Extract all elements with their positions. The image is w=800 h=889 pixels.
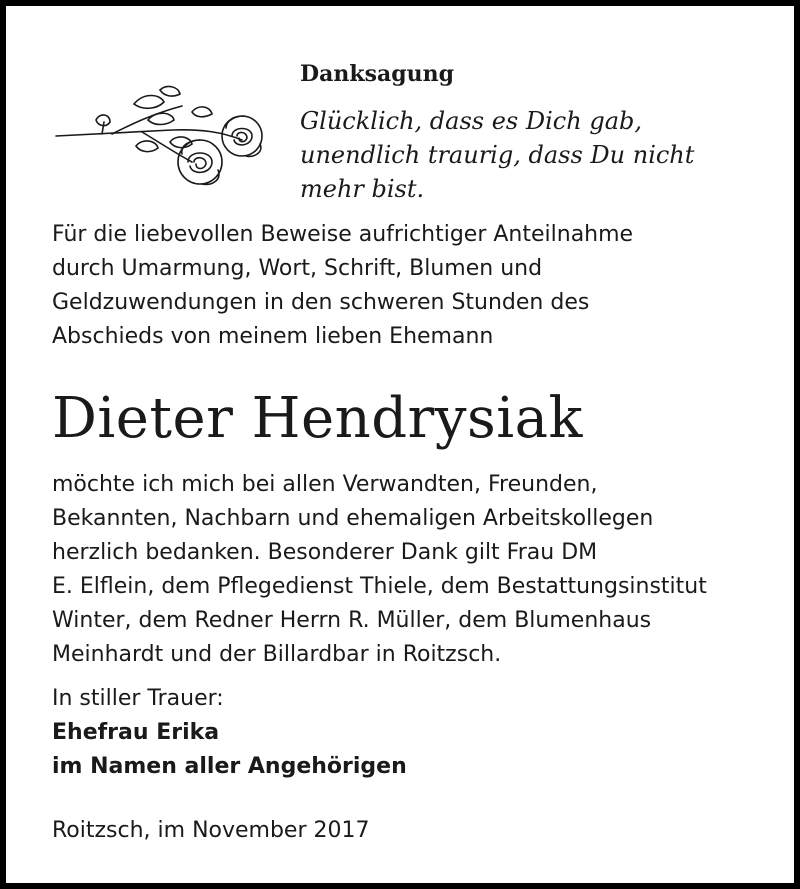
thanks-paragraph <box>52 468 707 672</box>
deceased-name: Dieter Hendrysiak <box>52 386 583 451</box>
thanks-line: Bekannten, Nachbarn und ehemaligen Arbeitskollegen <box>52 506 654 531</box>
quote-line: Glücklich, dass es Dich gab, <box>300 107 642 135</box>
signer-name: Ehefrau Erika <box>52 720 220 745</box>
thanks-line: E. Elflein, dem Pflegedienst Thiele, dem Bestattungsinstitut <box>52 574 707 599</box>
intro-paragraph <box>52 218 633 354</box>
intro-line: durch Umarmung, Wort, Schrift, Blumen und <box>52 256 543 281</box>
intro-line: Für die liebevollen Beweise aufrichtiger Anteilnahme <box>52 222 634 247</box>
mourning-label: In stiller Trauer: <box>52 686 224 711</box>
signer-relation: im Namen aller Angehörigen <box>52 754 407 779</box>
quote-line: unendlich traurig, dass Du nicht <box>300 141 695 169</box>
thanks-line: Meinhardt und der Billardbar in Roitzsch. <box>52 642 502 667</box>
place-date: Roitzsch, im November 2017 <box>52 818 370 843</box>
roses-icon <box>52 84 288 194</box>
quote-line: mehr bist. <box>300 175 425 203</box>
intro-line: Geldzuwendungen in den schweren Stunden des <box>52 290 590 315</box>
thanks-line: möchte ich mich bei allen Verwandten, Freunden, <box>52 472 598 497</box>
thanks-line: Winter, dem Redner Herrn R. Müller, dem Blumenhaus <box>52 608 652 633</box>
intro-line: Abschieds von meinem lieben Ehemann <box>52 324 494 349</box>
thanks-line: herzlich bedanken. Besonderer Dank gilt Frau DM <box>52 540 598 565</box>
heading-danksagung: Danksagung <box>300 61 454 87</box>
memorial-quote <box>300 104 770 206</box>
signature-block <box>52 682 407 784</box>
